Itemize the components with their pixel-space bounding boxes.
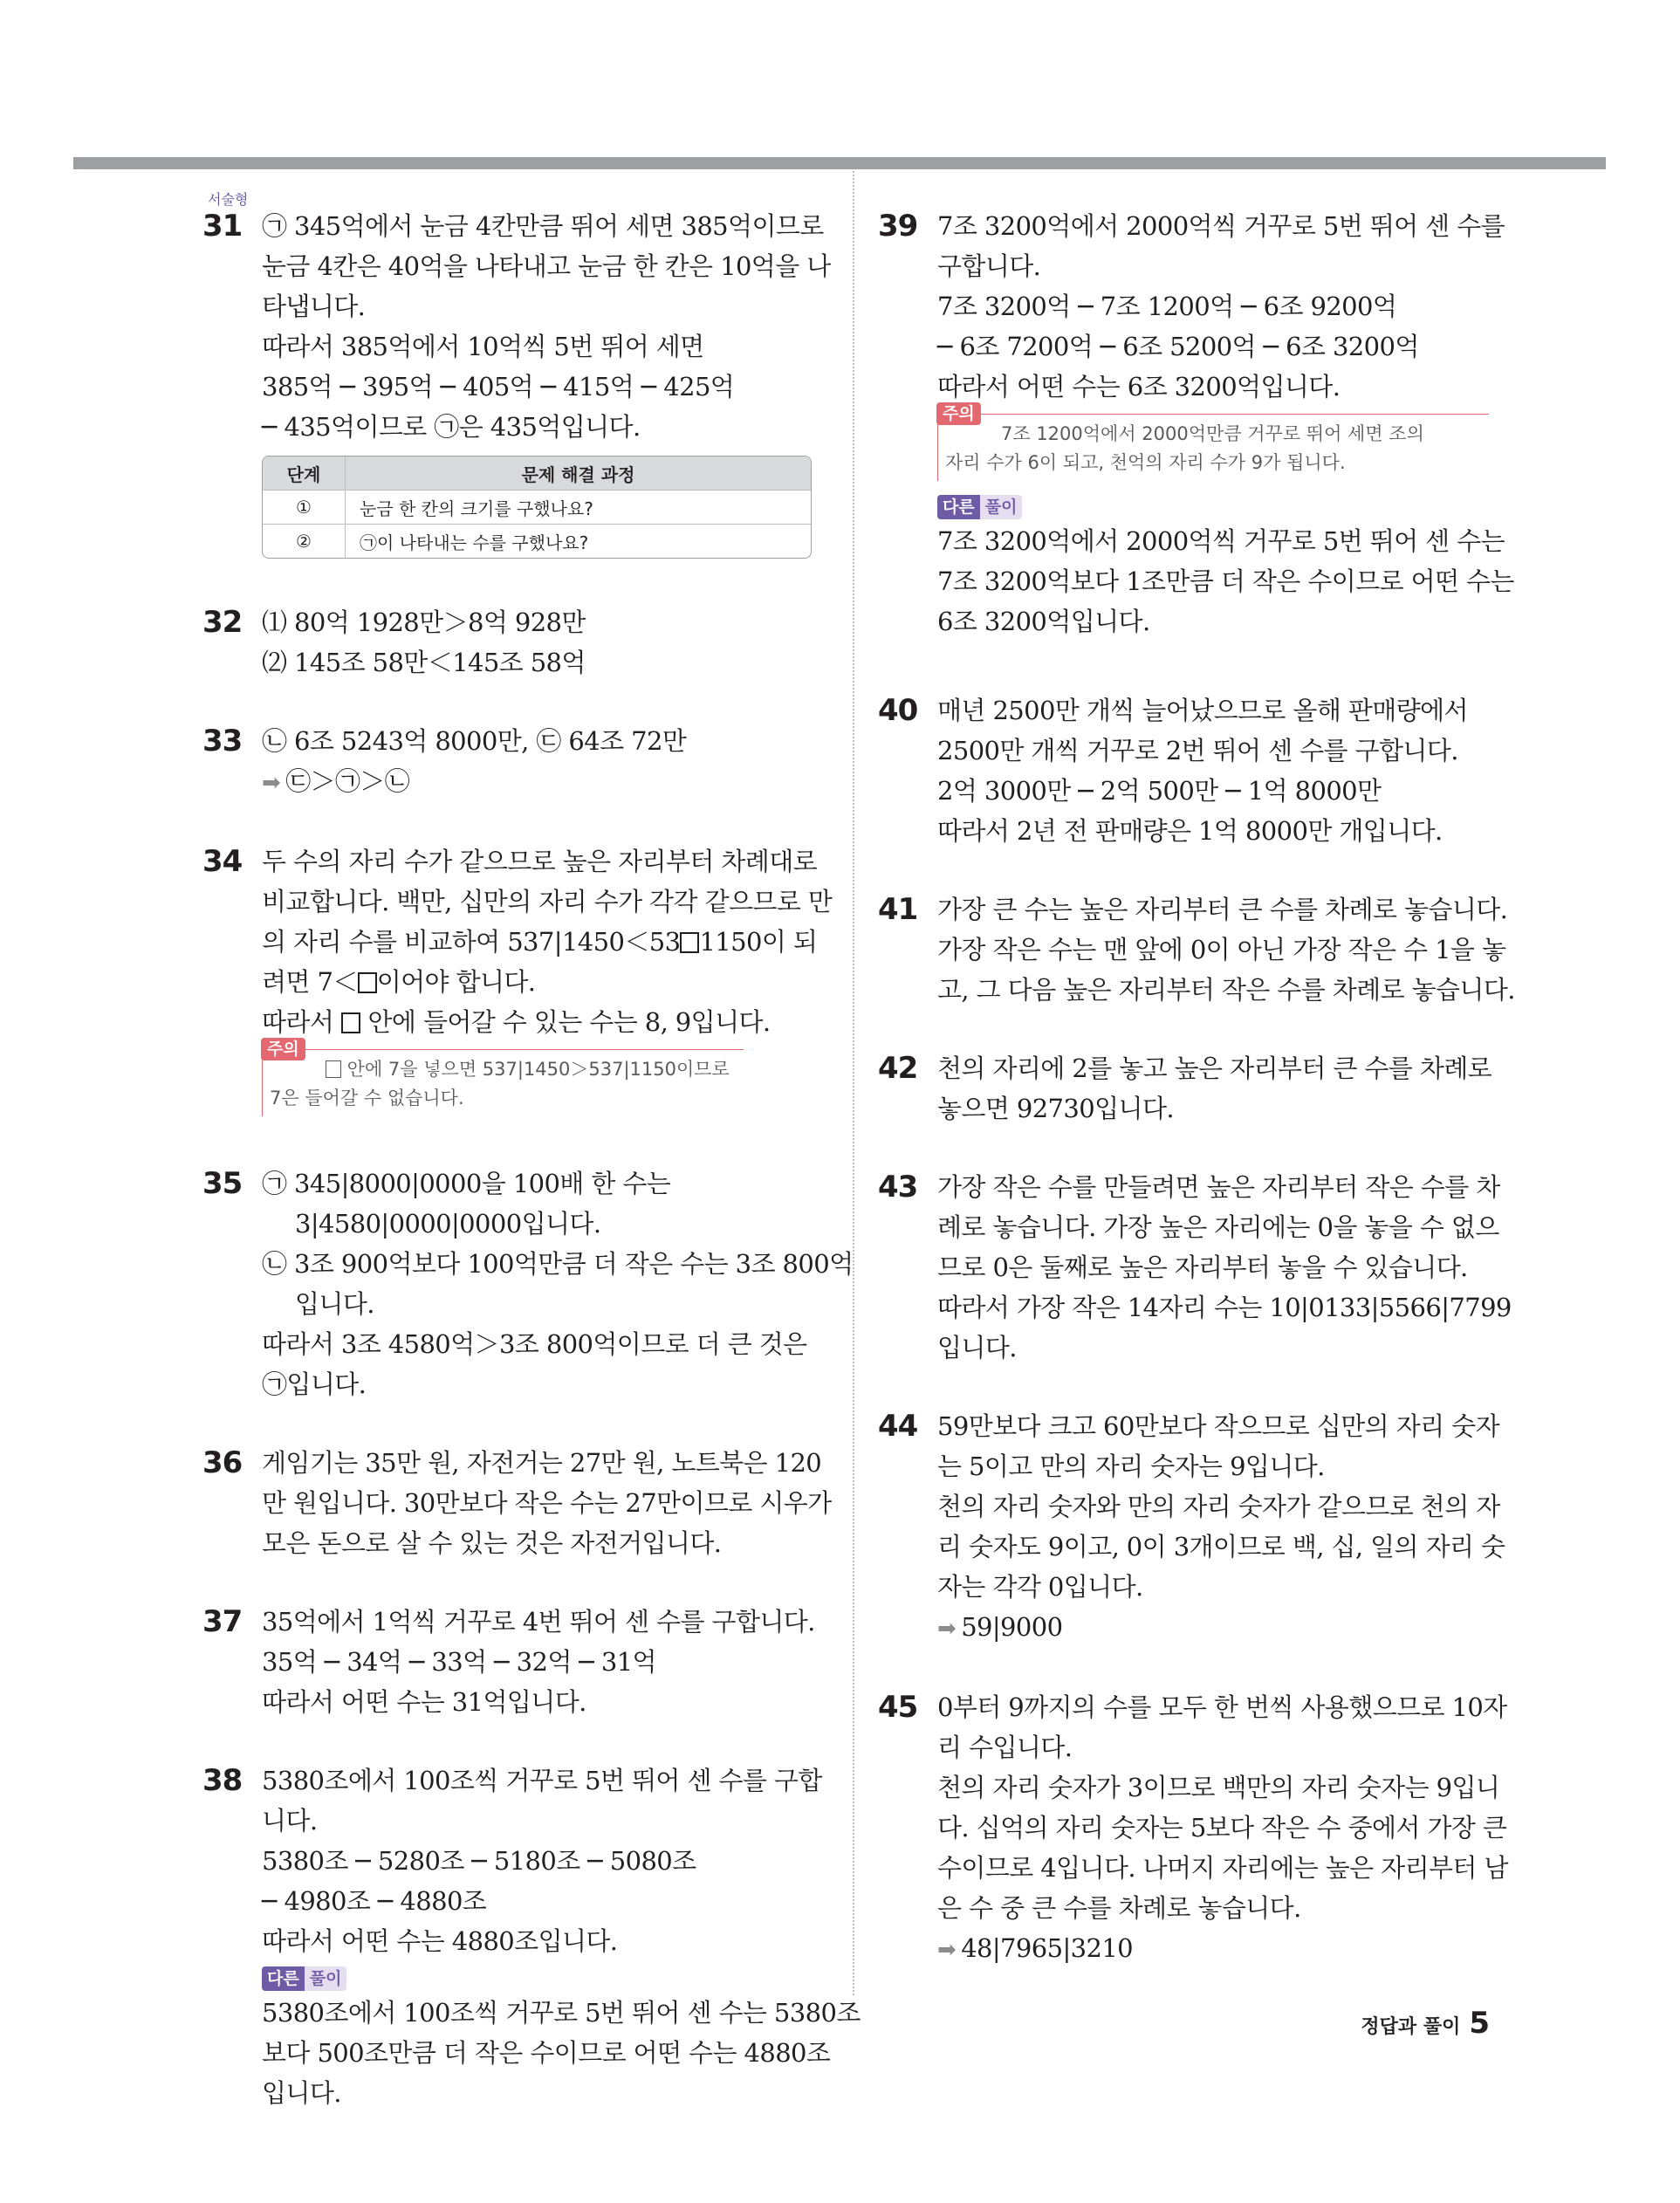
answer-line: 고, 그 다음 높은 자리부터 작은 수를 차례로 놓습니다.	[937, 975, 1515, 1005]
answer-result: ㉢＞㉠＞㉡	[285, 766, 410, 796]
answer-line	[262, 922, 818, 962]
badge-part: 다른	[262, 1966, 305, 1991]
table-row	[263, 490, 811, 524]
blank-box-icon	[680, 932, 699, 953]
text-segment: 1150이 되	[699, 927, 818, 957]
answer-line: 게임기는 35만 원, 자전거는 27만 원, 노트북은 120	[262, 1448, 822, 1478]
answer-line: 매년 2500만 개씩 늘어났으므로 올해 판매량에서	[937, 696, 1468, 725]
answer-line: 모은 돈으로 살 수 있는 것은 자전거입니다.	[262, 1528, 722, 1558]
arrow-right-icon: ➡	[262, 770, 281, 796]
text-segment: 안에 7을 넣으면 537|1450＞537|1150이므로	[341, 1059, 730, 1080]
table-cell: ㉠이 나타내는 수를 구했나요?	[346, 524, 811, 558]
answer-line: ─ 4980조 ─ 4880조	[262, 1886, 487, 1916]
caution-note	[262, 1040, 744, 1116]
answer-line: 천의 자리 숫자와 만의 자리 숫자가 같으므로 천의 자	[937, 1492, 1500, 1521]
note-line: 7조 1200억에서 2000억만큼 거꾸로 뛰어 세면 조의	[1001, 423, 1424, 444]
question-45	[878, 1687, 1508, 1970]
question-number: 41	[878, 892, 918, 927]
note-line: 자리 수가 6이 되고, 천억의 자리 수가 9가 됩니다.	[945, 452, 1346, 473]
answer-line: 7조 3200억보다 1조만큼 더 작은 수이므로 어떤 수는	[937, 566, 1514, 596]
answer-line: 눈금 4칸은 40억을 나타내고 눈금 한 칸은 10억을 나	[262, 251, 831, 281]
descriptive-tag: 서술형	[208, 191, 249, 208]
answer-line: 구합니다.	[937, 251, 1041, 281]
note-line	[270, 1055, 744, 1084]
answer-line: 는 5이고 만의 자리 숫자는 9입니다.	[937, 1452, 1325, 1481]
question-32	[202, 602, 744, 683]
question-31	[202, 191, 831, 559]
answer-line: 다. 십억의 자리 숫자는 5보다 작은 수 중에서 가장 큰	[937, 1813, 1507, 1843]
answer-line: 가장 작은 수는 맨 앞에 0이 아닌 가장 작은 수 1을 놓	[937, 935, 1506, 964]
answer-line: 7조 3200억에서 2000억씩 거꾸로 5번 뛰어 센 수는	[937, 526, 1505, 556]
question-39	[878, 206, 1514, 642]
answer-line: 은 수 중 큰 수를 차례로 놓습니다.	[937, 1893, 1301, 1923]
table-header-step: 단계	[263, 456, 346, 490]
answer-line: ─ 435억이므로 ㉠은 435억입니다.	[262, 412, 641, 442]
answer-line	[937, 1928, 1489, 1970]
table-cell: ①	[263, 490, 346, 524]
question-number: 37	[202, 1604, 243, 1639]
arrow-right-icon: ➡	[937, 1937, 957, 1963]
answer-line: 놓으면 92730입니다.	[937, 1094, 1174, 1123]
badge-part: 다른	[937, 495, 980, 519]
question-number: 33	[202, 724, 243, 758]
column-divider	[853, 171, 854, 1995]
answer-line: 6조 3200억입니다.	[937, 607, 1150, 636]
answer-line: ㉡ 6조 5243억 8000만, ㉢ 64조 72만	[262, 726, 687, 756]
answer-line: 비교합니다. 백만, 십만의 자리 수가 각각 같으므로 만	[262, 887, 833, 916]
answer-line: 7조 3200억에서 2000억씩 거꾸로 5번 뛰어 센 수를	[937, 211, 1505, 241]
question-35	[202, 1163, 854, 1404]
answer-line: 따라서 3조 4580억＞3조 800억이므로 더 큰 것은	[262, 1329, 807, 1359]
question-number: 35	[202, 1166, 243, 1201]
answer-line: 2억 3000만 ─ 2억 500만 ─ 1억 8000만	[937, 776, 1382, 806]
question-43	[878, 1167, 1512, 1368]
question-number: 36	[202, 1445, 243, 1480]
answer-line: 니다.	[262, 1806, 318, 1836]
question-37	[202, 1602, 815, 1722]
table-cell: 눈금 한 칸의 크기를 구했나요?	[346, 490, 811, 524]
answer-line: ㉠입니다.	[262, 1369, 367, 1399]
spacer	[202, 1125, 744, 1163]
answer-line: 리 수입니다.	[937, 1733, 1073, 1762]
blank-box-icon	[358, 972, 377, 993]
answer-line: ⑴ 80억 1928만＞8억 928만	[262, 607, 586, 637]
top-rule	[73, 157, 1606, 169]
question-38	[202, 1760, 861, 2113]
answer-line: 0부터 9까지의 수를 모두 한 번씩 사용했으므로 10자	[937, 1692, 1507, 1722]
question-36	[202, 1443, 832, 1563]
answer-line: 35억 ─ 34억 ─ 33억 ─ 32억 ─ 31억	[262, 1647, 656, 1677]
page-footer	[1361, 2006, 1490, 2041]
answer-line: 두 수의 자리 수가 같으므로 높은 자리부터 차례대로	[262, 847, 818, 876]
blank-box-icon	[341, 1012, 360, 1033]
answer-line: 7조 3200억 ─ 7조 1200억 ─ 6조 9200억	[937, 292, 1397, 321]
table-row	[263, 524, 811, 558]
answer-line: 따라서 어떤 수는 31억입니다.	[262, 1687, 586, 1717]
question-40	[878, 690, 1489, 851]
caution-note	[937, 404, 1489, 481]
answer-line: 35억에서 1억씩 거꾸로 4번 뛰어 센 수를 구합니다.	[262, 1607, 815, 1637]
answer-line: 385억 ─ 395억 ─ 405억 ─ 415억 ─ 425억	[262, 372, 735, 401]
answer-line: 3|4580|0000|0000입니다.	[295, 1209, 601, 1239]
answer-line: 만 원입니다. 30만보다 작은 수는 27만이므로 시우가	[262, 1488, 832, 1518]
answer-line: 따라서 어떤 수는 4880조입니다.	[262, 1926, 618, 1956]
question-number: 44	[878, 1409, 918, 1444]
spacer	[878, 851, 1489, 889]
answer-line: ⑵ 145조 58만＜145조 58억	[262, 648, 586, 677]
question-number: 34	[202, 844, 243, 879]
question-42	[878, 1048, 1492, 1129]
question-number: 45	[878, 1690, 918, 1725]
answer-line	[262, 962, 744, 1002]
spacer	[202, 564, 744, 602]
spacer	[878, 1368, 1489, 1406]
answer-line	[262, 761, 744, 803]
answer-line: 5380조에서 100조씩 거꾸로 5번 뛰어 센 수를 구합	[262, 1766, 822, 1795]
answer-line: 입니다.	[937, 1333, 1017, 1362]
arrow-right-icon: ➡	[937, 1616, 957, 1642]
question-33	[202, 721, 744, 803]
answer-line: 자는 각각 0입니다.	[937, 1572, 1143, 1602]
right-column	[878, 206, 1515, 1970]
answer-line: 가장 큰 수는 높은 자리부터 큰 수를 차례로 놓습니다.	[937, 895, 1508, 924]
question-41	[878, 889, 1515, 1010]
answer-line: 므로 0은 둘째로 높은 자리부터 놓을 수 있습니다.	[937, 1252, 1468, 1282]
spacer	[202, 1722, 744, 1760]
spacer	[202, 1563, 744, 1602]
answer-line: 2500만 개씩 거꾸로 2번 뛰어 센 수를 구합니다.	[937, 736, 1458, 765]
answer-line: 보다 500조만큼 더 작은 수이므로 어떤 수는 4880조	[262, 2038, 831, 2068]
answer-line: 따라서 어떤 수는 6조 3200억입니다.	[937, 372, 1341, 401]
page-number: 5	[1469, 2006, 1490, 2041]
spacer	[202, 803, 744, 841]
answer-line: 따라서 385억에서 10억씩 5번 뛰어 세면	[262, 332, 704, 361]
answer-line: 가장 작은 수를 만들려면 높은 자리부터 작은 수를 차	[937, 1172, 1500, 1202]
text-segment: 려면 7＜	[262, 967, 358, 997]
answer-line	[937, 1607, 1489, 1649]
alternative-solution-badge	[262, 1966, 346, 1991]
note-line: 7은 들어갈 수 없습니다.	[270, 1088, 464, 1108]
question-number: 31	[202, 209, 243, 244]
answer-line: 례로 놓습니다. 가장 높은 자리에는 0을 놓을 수 없으	[937, 1212, 1499, 1242]
spacer	[878, 642, 1489, 690]
spacer	[878, 1010, 1489, 1048]
answer-line: 천의 자리에 2를 놓고 높은 자리부터 큰 수를 차례로	[937, 1053, 1492, 1083]
alternative-solution-badge	[937, 495, 1022, 519]
badge-part: 풀이	[980, 495, 1023, 519]
answer-line: 따라서 가장 작은 14자리 수는 10|0133|5566|7799	[937, 1293, 1512, 1322]
question-number: 40	[878, 693, 918, 728]
answer-line: 천의 자리 숫자가 3이므로 백만의 자리 숫자는 9입니	[937, 1773, 1500, 1802]
answer-line: 입니다.	[262, 2078, 341, 2108]
answer-line: 수이므로 4입니다. 나머지 자리에는 높은 자리부터 남	[937, 1853, 1508, 1883]
blank-box-icon	[326, 1060, 341, 1078]
footer-label: 정답과 풀이	[1361, 2016, 1461, 2038]
spacer	[878, 1649, 1489, 1687]
question-number: 39	[878, 209, 918, 244]
question-number: 42	[878, 1051, 918, 1086]
answer-result: 48|7965|3210	[961, 1933, 1134, 1963]
left-column	[202, 191, 861, 2113]
answer-line: 59만보다 크고 60만보다 작으므로 십만의 자리 숫자	[937, 1411, 1499, 1441]
question-number: 43	[878, 1170, 918, 1204]
badge-part: 풀이	[305, 1966, 347, 1991]
answer-line: ─ 6조 7200억 ─ 6조 5200억 ─ 6조 3200억	[937, 332, 1419, 361]
caution-badge: 주의	[936, 402, 981, 425]
caution-badge: 주의	[261, 1038, 305, 1060]
question-number: 38	[202, 1763, 243, 1798]
answer-line: 타냅니다.	[262, 292, 366, 321]
answer-line: ㉠ 345|8000|0000을 100배 한 수는	[262, 1169, 671, 1198]
scoring-table	[262, 456, 812, 559]
answer-line: 5380조에서 100조씩 거꾸로 5번 뛰어 센 수는 5380조	[262, 1998, 861, 2028]
text-segment: 이어야 합니다.	[376, 967, 536, 997]
answer-line: 입니다.	[295, 1289, 374, 1319]
spacer	[878, 1129, 1489, 1167]
answer-result: 59|9000	[961, 1612, 1063, 1642]
answer-line: ㉠ 345억에서 눈금 4칸만큼 뛰어 세면 385억이므로	[262, 211, 824, 241]
spacer	[202, 683, 744, 721]
text-segment: 의 자리 수를 비교하여 537|1450＜53	[262, 927, 681, 957]
text-segment: 따라서	[262, 1007, 341, 1037]
question-34	[202, 841, 833, 1116]
table-cell: ②	[263, 524, 346, 558]
answer-line: ㉡ 3조 900억보다 100억만큼 더 작은 수는 3조 800억	[262, 1249, 854, 1279]
question-number: 32	[202, 605, 243, 640]
spacer	[202, 1404, 744, 1443]
question-44	[878, 1406, 1505, 1649]
answer-line: 리 숫자도 9이고, 0이 3개이므로 백, 십, 일의 자리 숫	[937, 1532, 1505, 1561]
answer-line	[262, 1002, 771, 1042]
answer-line: 5380조 ─ 5280조 ─ 5180조 ─ 5080조	[262, 1846, 696, 1876]
answer-line: 따라서 2년 전 판매량은 1억 8000만 개입니다.	[937, 816, 1443, 846]
table-header-process: 문제 해결 과정	[346, 456, 811, 490]
text-segment: 안에 들어갈 수 있는 수는 8, 9입니다.	[360, 1007, 771, 1037]
